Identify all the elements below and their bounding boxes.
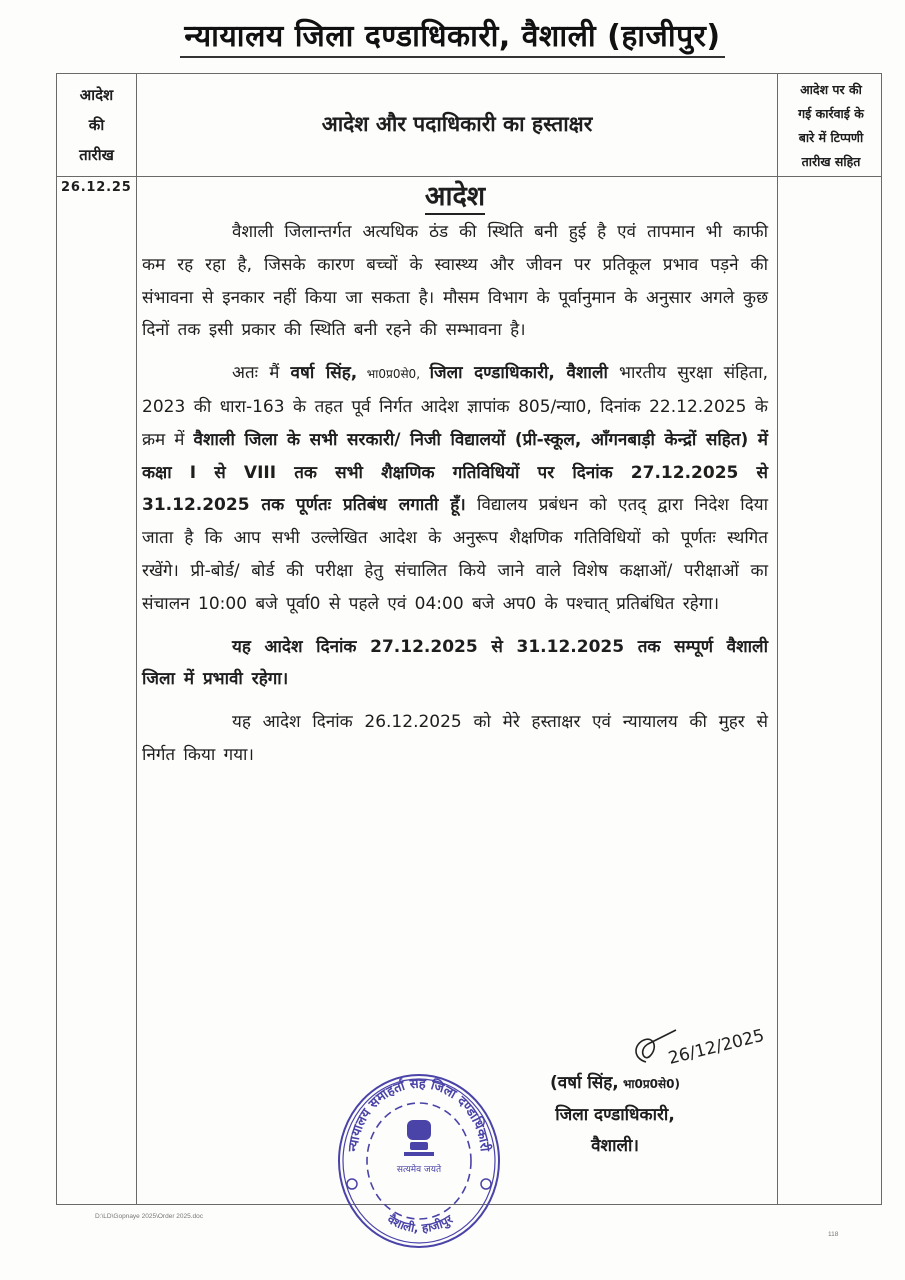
service-abbr: भा0प्र0से0, bbox=[357, 367, 430, 382]
column-divider bbox=[136, 74, 137, 1204]
signatory-name bbox=[500, 1068, 730, 1100]
court-seal-stamp bbox=[336, 1072, 502, 1250]
order-body bbox=[142, 180, 768, 782]
signatory-name-text: (वर्षा सिंह, bbox=[550, 1073, 619, 1093]
text-span: भारतीय सुरक्षा संहिता, 2023 की धारा-163 के तहत पूर्व निर्गत आदेश ज्ञापांक 805/न्या0, दिनांक 22.12.2025 के क्रम में bbox=[142, 363, 769, 450]
signatory-place: वैशाली। bbox=[591, 1136, 639, 1156]
stamp-bottom-text: वैशाली, हाजीपुर bbox=[384, 1212, 456, 1236]
paragraph-prohibition-order bbox=[142, 357, 768, 620]
prohibition-statement: वैशाली जिला के सभी सरकारी/ निजी विद्यालयों (प्री-स्कूल, आँगनबाड़ी केन्द्रों सहित) में कक्षा I से VIII तक सभी शैक्षणिक गतिविधियों पर दिनांक 27.12.2025 से 31.12.2025 तक पूर्णतः प्रतिबंध लगाती हूँ। bbox=[142, 429, 768, 516]
order-heading-text: आदेश bbox=[425, 181, 485, 215]
stamp-motto: सत्यमेव जयते bbox=[396, 1165, 442, 1175]
stamp-outer-text: न्यायालय समाहर्ता सह जिला दण्डाधिकारी bbox=[346, 1076, 492, 1153]
header-line: तारीख सहित bbox=[801, 154, 861, 169]
header-order-date bbox=[57, 80, 136, 170]
header-order-and-signature: आदेश और पदाधिकारी का हस्ताक्षर bbox=[321, 112, 593, 136]
footer-file-path: D:\LD\Gopnaye 2025\Order 2025.doc bbox=[95, 1213, 204, 1220]
officer-designation: जिला दण्डाधिकारी, वैशाली bbox=[429, 363, 608, 384]
national-emblem-icon bbox=[404, 1120, 434, 1156]
signature-block bbox=[500, 1068, 730, 1162]
handwritten-date: 26/12/2025 bbox=[666, 1025, 767, 1069]
header-divider bbox=[57, 176, 881, 177]
flower-icon bbox=[481, 1179, 491, 1189]
signatory-service: भा0प्र0से0) bbox=[618, 1077, 680, 1091]
order-date: 26.12.25 bbox=[61, 180, 132, 195]
header-line: की bbox=[88, 116, 105, 134]
order-heading bbox=[142, 180, 768, 214]
header-line: आदेश bbox=[79, 86, 114, 104]
text-span: विद्यालय प्रबंधन को एतद् द्वारा निदेश दिया जाता है कि आप सभी उल्लेखित आदेश के अनुरूप शैक्षणिक गतिविधियों को पूर्णतः स्थगित रखेंगे। प्री-बोर्ड/ बोर्ड की परीक्षा हेतु संचालित किये जाने वाले विशेष कक्षाओं/ परीक्षाओं का संचालन 10:00 बजे पूर्वा0 से पहले एवं 04:00 बजे अप0 के पश्चात् प्रतिबंधित रहेगा। bbox=[142, 495, 768, 614]
flower-icon bbox=[347, 1179, 357, 1189]
court-title-text: न्यायालय जिला दण्डाधिकारी, वैशाली (हाजीपुर) bbox=[180, 19, 724, 58]
officer-name: वर्षा सिंह, bbox=[290, 363, 358, 384]
paragraph-issuance: यह आदेश दिनांक 26.12.2025 को मेरे हस्ताक्षर एवं न्यायालय की मुहर से निर्गत किया गया। bbox=[142, 712, 768, 765]
text-span: अतः मैं bbox=[232, 363, 291, 384]
paragraph-effective-period: यह आदेश दिनांक 27.12.2025 से 31.12.2025 तक सम्पूर्ण वैशाली जिला में प्रभावी रहेगा। bbox=[142, 636, 768, 690]
header-line: गई कार्रवाई के bbox=[798, 106, 864, 121]
header-remarks bbox=[779, 78, 883, 174]
handwritten-signature bbox=[628, 1000, 808, 1072]
paragraph-cold-conditions: वैशाली जिलान्तर्गत अत्यधिक ठंड की स्थिति बनी हुई है एवं तापमान भी काफी कम रह रहा है, जिसके कारण बच्चों के स्वास्थ्य और जीवन पर प्रतिकूल प्रभाव पड़ने की संभावना से इनकार नहीं किया जा सकता है। मौसम विभाग के पूर्वानुमान के अनुसार अगले कुछ दिनों तक इसी प्रकार की स्थिति बनी रहने की सम्भावना है। bbox=[142, 222, 768, 341]
page-marker: 118 bbox=[828, 1231, 839, 1238]
header-line: बारे में टिप्पणी bbox=[798, 130, 864, 145]
header-line: आदेश पर की bbox=[800, 82, 862, 97]
header-line: तारीख bbox=[79, 146, 114, 164]
signatory-designation: जिला दण्डाधिकारी, bbox=[555, 1105, 675, 1125]
court-title bbox=[0, 14, 905, 55]
